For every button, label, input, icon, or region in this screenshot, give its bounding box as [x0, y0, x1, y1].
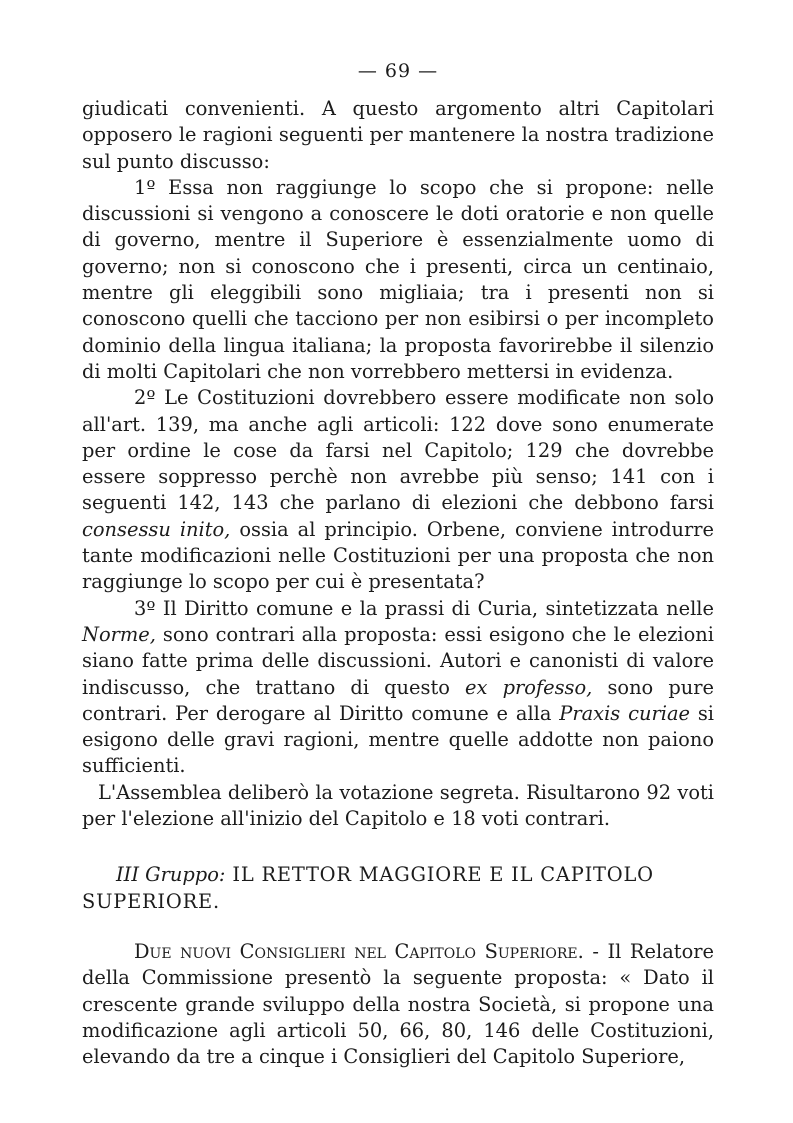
italic-norme: Norme, — [82, 622, 156, 646]
point-3-text-a: 3º Il Diritto comune e la prassi di Curia, sintetizzata nelle — [134, 596, 714, 620]
paragraph-vote-result: L'Assemblea deliberò la votazione segreta. Risultarono 92 voti per l'elezione all'inizio del Capitolo e 18 voti contrari. — [82, 780, 714, 831]
section-title-line-1: IL RETTOR MAGGIORE E IL CAPITOLO — [232, 863, 654, 887]
subsection-title: Due nuovi Consiglieri nel Capitolo Superiore. — [134, 939, 584, 963]
section-title-line-2: SUPERIORE. — [82, 889, 220, 913]
point-3-text-b: sono contrari alla proposta: essi esigono che le elezioni siano fatte prima delle discussioni. Autori e canonisti di valore indiscusso, che trattano di questo — [82, 622, 714, 699]
point-3-text-c: sono pure contrari. Per derogare al Diritto comune e alla — [82, 675, 714, 725]
point-3-text-d: si esigono delle gravi ragioni, mentre quelle addotte non paiono sufficienti. — [82, 701, 715, 778]
section-heading — [82, 862, 714, 888]
subsection-text: - Il Relatore della Commissione presentò la seguente proposta: « Dato il crescente grande sviluppo della nostra Società, si propone una modificazione agli articoli 50, 66, 80, 146 delle Costituzioni, elevando da tre a cinque i Consiglieri del Capitolo Superiore, — [82, 939, 714, 1069]
latin-phrase-ex-professo: ex professo, — [465, 675, 593, 699]
paragraph-point-1: 1º Essa non raggiunge lo scopo che si propone: nelle discussioni si vengono a conoscere le doti oratorie e non quelle di governo, mentre il Superiore è essenzialmente uomo di governo; non si conoscono che i presenti, circa un centinaio, mentre gli eleggibili sono migliaia; tra i presenti non si conoscono quelli che tacciono per non esibirsi o per incompleto dominio della lingua italiana; la proposta favorirebbe il silenzio di molti Capitolari che non vorrebbero mettersi in evidenza. — [82, 175, 714, 383]
point-2-text-b: ossia al principio. Orbene, conviene introdurre tante modificazioni nelle Costituzioni per una proposta che non raggiunge lo scopo per cui è presentata? — [82, 517, 714, 594]
paragraph-intro: giudicati convenienti. A questo argomento altri Capitolari opposero le ragioni seguenti per mantenere la nostra tradizione sul punto discusso: — [82, 97, 714, 173]
subsection-paragraph — [82, 939, 714, 1070]
latin-phrase-consessu-inito: consessu inito, — [82, 517, 231, 541]
paragraph-point-3 — [82, 596, 714, 780]
page-number: — 69 — — [357, 60, 439, 82]
latin-phrase-praxis-curiae: Praxis curiae — [559, 701, 690, 725]
section-group-label: III Gruppo: — [116, 863, 226, 887]
point-2-text-a: 2º Le Costituzioni dovrebbero essere modificate non solo all'art. 139, ma anche agli articoli: 122 dove sono enumerate per ordine le cose da farsi nel Capitolo; 129 che dovrebbe essere soppresso perchè non avrebbe più senso; 141 con i seguenti 142, 143 che parlano di elezioni che debbono farsi — [82, 386, 714, 515]
document-page — [82, 60, 714, 1070]
paragraph-point-2 — [82, 385, 714, 595]
